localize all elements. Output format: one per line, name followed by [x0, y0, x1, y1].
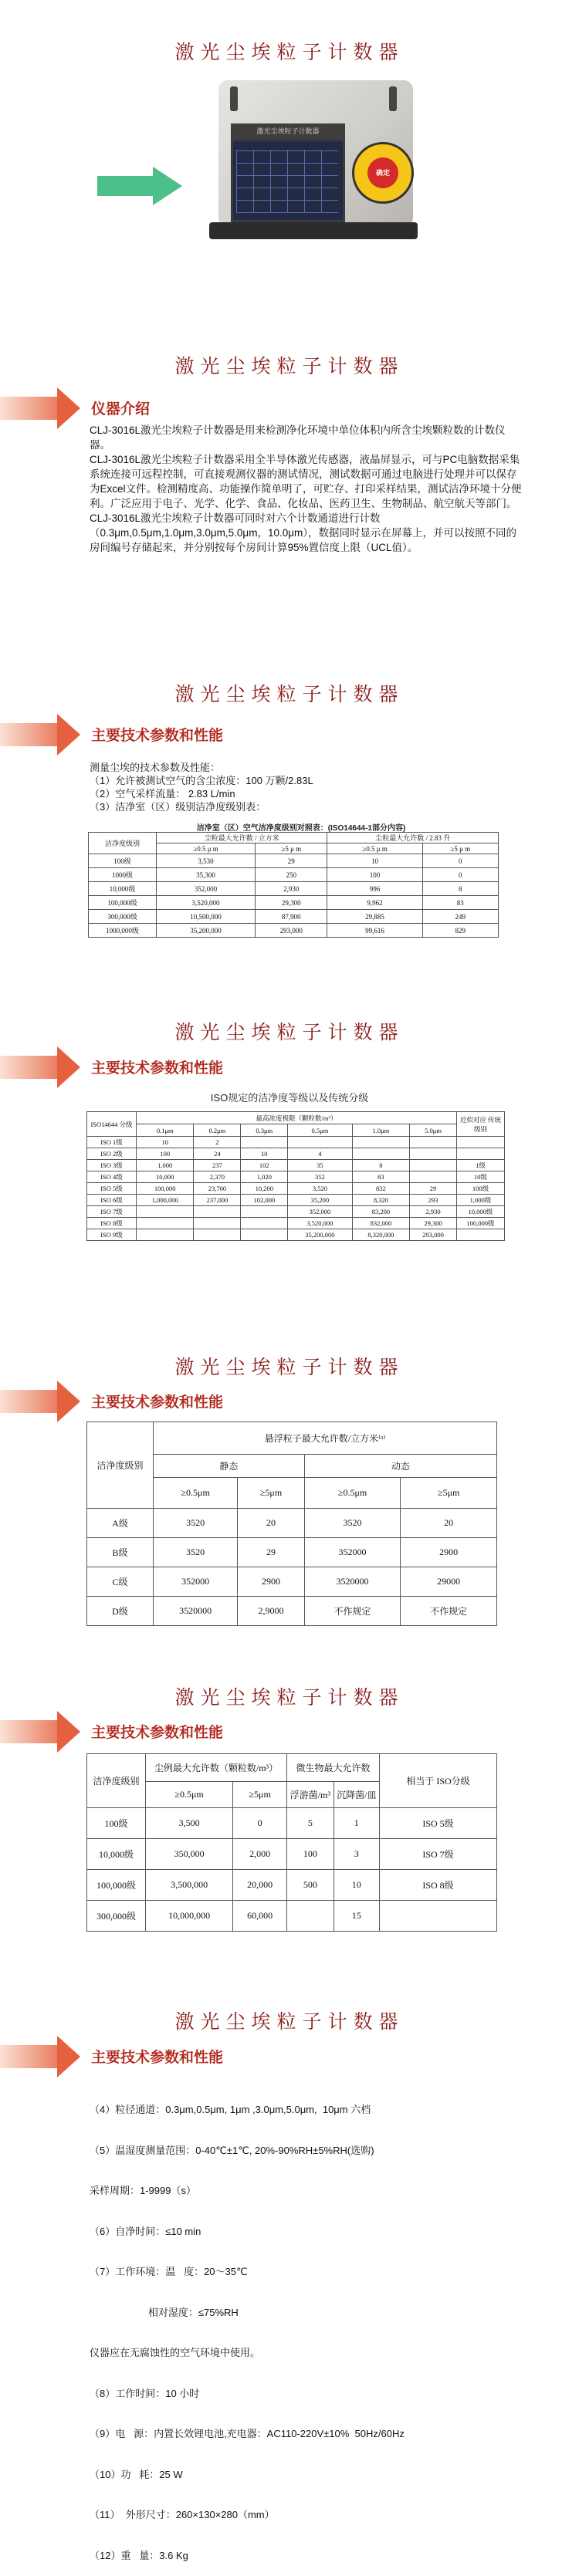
col-header: 动态 [304, 1455, 496, 1478]
table-cell: 100,000 [137, 1183, 194, 1195]
table-cell [194, 1206, 241, 1218]
table-cell: 100,000级 [89, 896, 157, 910]
table-caption: 洁净室（区）空气洁净度级别对照表：(ISO14644-1部分内容) [196, 824, 406, 833]
col-header: 悬浮粒子最大允许数/立方米⁽ᵃ⁾ [154, 1422, 497, 1455]
table-cell [241, 1229, 288, 1241]
table-cell: 829 [422, 924, 498, 938]
table-cell: 237,000 [194, 1195, 241, 1206]
col-header: ISO14644 分级 [87, 1112, 137, 1137]
table-cell: 1,000,000 [137, 1195, 194, 1206]
table-cell: B级 [87, 1538, 154, 1567]
gmp-table [86, 1422, 497, 1626]
banner-arrow-icon [0, 1046, 77, 1088]
banner-arrow-icon [0, 2036, 77, 2077]
iso-table [86, 1111, 505, 1241]
table-cell: 10 [137, 1137, 194, 1148]
table-cell: 2,370 [194, 1171, 241, 1183]
table-cell: 3520 [154, 1538, 238, 1567]
table-row [89, 910, 499, 924]
table-row [87, 1160, 505, 1171]
table-cell: 100,000级 [457, 1218, 505, 1229]
col-header: 微生物最大允许数 [287, 1754, 380, 1782]
table-cell: 3 [334, 1839, 379, 1870]
table-row [87, 1183, 505, 1195]
table-cell: 29,885 [327, 910, 422, 924]
table-cell: 1级 [457, 1160, 505, 1171]
spec-line: （12）重 量：3.6 Kg [90, 2549, 188, 2561]
table-row [87, 1597, 497, 1626]
table-cell: ISO 8级 [87, 1218, 137, 1229]
table-cell: 250 [256, 868, 327, 882]
intro-paragraph: CLJ-3016L激光尘埃粒子计数器是用来检测净化环境中单位体积内所含尘埃颗粒数的计数仪器。 [90, 424, 506, 451]
table-cell: 1000,000级 [89, 924, 157, 938]
table-cell: 29000 [401, 1567, 497, 1597]
table-cell [410, 1148, 457, 1160]
table-cell [194, 1218, 241, 1229]
col-header: 相当于 ISO分级 [380, 1754, 497, 1808]
table-cell: ISO 1级 [87, 1137, 137, 1148]
table-cell: 237 [194, 1160, 241, 1171]
table-row [89, 896, 499, 910]
table-cell: 832 [352, 1183, 409, 1195]
table-cell: 3520 [304, 1509, 401, 1538]
cleanliness-table [88, 832, 499, 938]
table-row [87, 1137, 505, 1148]
table-cell: 10 [334, 1870, 379, 1901]
table-cell: 102 [241, 1160, 288, 1171]
col-header: 沉降菌/皿 [334, 1782, 379, 1808]
table-cell: 100 [327, 868, 422, 882]
table-cell: 不作规定 [401, 1597, 497, 1626]
col-header: ≥5 μ m [256, 843, 327, 854]
table-cell: 10 [327, 854, 422, 868]
table-cell: A级 [87, 1509, 154, 1538]
table-cell: 20 [238, 1509, 304, 1538]
table-cell: 1,000级 [457, 1195, 505, 1206]
table-cell: 8,320 [352, 1195, 409, 1206]
table-row [89, 868, 499, 882]
table-cell: 3,520,000 [288, 1218, 352, 1229]
table-cell: 100,000级 [87, 1870, 146, 1901]
table-cell: 10,000 [137, 1171, 194, 1183]
intro-heading: 仪器介绍 [91, 401, 151, 418]
table-cell: 352000 [304, 1538, 401, 1567]
table-cell: 1 [334, 1808, 379, 1839]
tech1-line: （2）空气采样流量： 2.83 L/min [90, 788, 235, 800]
table-cell [352, 1148, 409, 1160]
table-cell: 293 [410, 1195, 457, 1206]
tech3-heading: 主要技术参数和性能 [91, 1394, 224, 1411]
table-cell: 2,000 [233, 1839, 287, 1870]
col-header: ≥0.5 μ m [327, 843, 422, 854]
table-cell: 29 [238, 1538, 304, 1567]
table-cell: 10,000级 [457, 1206, 505, 1218]
table-cell: 10,000级 [87, 1839, 146, 1870]
table-cell [137, 1206, 194, 1218]
col-header: ≥0.5μm [304, 1478, 401, 1509]
intro-text [90, 423, 522, 555]
table-cell: 3,530 [157, 854, 256, 868]
table-cell: 293,000 [256, 924, 327, 938]
table-row [87, 1567, 497, 1597]
section-title: 激光尘埃粒子计数器 [174, 1686, 405, 1709]
table-cell: 29,300 [410, 1218, 457, 1229]
table-cell: 8,320,000 [352, 1229, 409, 1241]
table-cell: ISO 5级 [380, 1808, 497, 1839]
col-header: 尘粒最大允许数 / 立方米 [157, 833, 327, 843]
page-title: 激光尘埃粒子计数器 [174, 41, 405, 63]
section-title: 激光尘埃粒子计数器 [174, 2010, 405, 2033]
table-cell: 29 [256, 854, 327, 868]
table-cell: ISO 3级 [87, 1160, 137, 1171]
spec-line: （9）电 源：内置长效锂电池,充电器：AC110-220V±10% 50Hz/60Hz [90, 2428, 405, 2439]
tech1-line: 测量尘埃的技术参数及性能： [90, 762, 221, 773]
table-cell [241, 1137, 288, 1148]
banner-arrow-icon [0, 714, 77, 756]
spec-line: （5）温湿度测量范围：0-40℃±1℃, 20%-90%RH±5%RH(选购) [90, 2144, 374, 2156]
spec-line: （4）粒径通道：0.3μm,0.5μm, 1μm ,3.0μm,5.0μm, 10μm 六档 [90, 2104, 371, 2115]
col-header: ≥5μm [401, 1478, 497, 1509]
col-header: 尘粒最大允许数 / 2.83 升 [327, 833, 499, 843]
table-row [87, 1870, 497, 1901]
section-title: 激光尘埃粒子计数器 [174, 355, 405, 377]
tech1-heading: 主要技术参数和性能 [91, 728, 224, 744]
table-cell [288, 1137, 352, 1148]
col-header: ≥0.5 μ m [157, 843, 256, 854]
table-cell [241, 1218, 288, 1229]
tech2-heading: 主要技术参数和性能 [91, 1060, 224, 1077]
table-cell: 60,000 [233, 1901, 287, 1932]
table-cell: 100 [287, 1839, 334, 1870]
table-cell [410, 1171, 457, 1183]
table-cell: 1000级 [89, 868, 157, 882]
table-cell: 3520000 [154, 1597, 238, 1626]
col-header: 近似对应 传统级别 [457, 1112, 505, 1137]
table-cell: 3,500,000 [146, 1870, 233, 1901]
table-row [87, 1171, 505, 1183]
table-cell: 2,930 [256, 882, 327, 896]
tech5-heading: 主要技术参数和性能 [91, 2050, 224, 2066]
col-header: ≥5μm [233, 1782, 287, 1808]
dial-label: 确定 [367, 157, 398, 188]
section-title: 激光尘埃粒子计数器 [174, 683, 405, 705]
table-cell: 29 [410, 1183, 457, 1195]
table-row [89, 854, 499, 868]
tech1-line: （3）洁净室（区）级别洁净度级别表： [90, 801, 266, 813]
col-header: 静态 [154, 1455, 305, 1478]
table-cell: 83 [422, 896, 498, 910]
table-cell: ISO 9级 [87, 1229, 137, 1241]
intro-paragraph: （0.3μm,0.5μm,1.0μm,3.0μm,5.0μm，10.0μm），数据同时显示在屏幕上，并可以按照不同的房间编号存储起来，并分别按每个房间计算95%置信度上限（UCL值）。 [90, 527, 517, 553]
table-cell: 352,000 [157, 882, 256, 896]
col-header: ≥0.5μm [154, 1478, 238, 1509]
table-cell: 1,020 [241, 1171, 288, 1183]
table-cell: 35,300 [157, 868, 256, 882]
table-row [87, 1538, 497, 1567]
table-cell: 3,520 [288, 1183, 352, 1195]
table-cell: 9,962 [327, 896, 422, 910]
table-row [89, 924, 499, 938]
table-cell [380, 1901, 497, 1932]
table-cell: 35,200,000 [288, 1229, 352, 1241]
table-cell: 102,000 [241, 1195, 288, 1206]
spec-line: （8）工作时间：10 小时 [90, 2387, 200, 2399]
table-cell: ISO 4级 [87, 1171, 137, 1183]
table-row [87, 1218, 505, 1229]
table-cell: 350,000 [146, 1839, 233, 1870]
spec-line: （6）自净时间：≤10 min [90, 2225, 201, 2237]
col-header: 0.3μm [241, 1124, 288, 1137]
table-row [87, 1229, 505, 1241]
spec-list [90, 2076, 522, 2576]
table-cell: 10,000,000 [146, 1901, 233, 1932]
table-cell: 35,200 [288, 1195, 352, 1206]
col-header: 0.5μm [288, 1124, 352, 1137]
table-cell: ISO 7级 [380, 1839, 497, 1870]
col-header: 0.2μm [194, 1124, 241, 1137]
table-cell: 15 [334, 1901, 379, 1932]
table-cell: 2,930 [410, 1206, 457, 1218]
table-cell: 2900 [238, 1567, 304, 1597]
intro-paragraph: CLJ-3016L激光尘埃粒子计数器采用全半导体激光传感器，液晶屏显示，可与PC电脑数据采集系统连接可远程控制，可直接观测仪器的测试情况，测试数据可通过电脑进行处理并可以保存为Excel文件。检测精度高、功能操作简单明了，可贮存、打印采样结果，测试洁净环境十分便利。广泛应用于电子、光学、化学、食品、化妆品、医药卫生、生物制品、航空航天等部门。 [90, 454, 522, 509]
table-cell: 0 [422, 868, 498, 882]
table-cell: 83,200 [352, 1206, 409, 1218]
spec-line: 采样周期：1-9999（s） [90, 2185, 196, 2196]
table-cell: D级 [87, 1597, 154, 1626]
table-cell: 35,200,000 [157, 924, 256, 938]
table-row [87, 1808, 497, 1839]
banner-arrow-icon [0, 387, 77, 429]
table-row [89, 882, 499, 896]
table-cell: 300,000级 [89, 910, 157, 924]
table-cell: 2 [194, 1137, 241, 1148]
table-cell: 10,500,000 [157, 910, 256, 924]
col-header: 洁净度级别 [87, 1422, 154, 1509]
section-title: 激光尘埃粒子计数器 [174, 1356, 405, 1378]
table-cell [457, 1137, 505, 1148]
table-cell: ISO 6级 [87, 1195, 137, 1206]
table-cell: 10,200 [241, 1183, 288, 1195]
table-cell: 23,700 [194, 1183, 241, 1195]
table-cell: 20,000 [233, 1870, 287, 1901]
table-cell: 3,500 [146, 1808, 233, 1839]
table-row [87, 1206, 505, 1218]
table-cell: 500 [287, 1870, 334, 1901]
banner-arrow-icon [0, 1381, 77, 1422]
table-cell [410, 1160, 457, 1171]
table-cell [194, 1229, 241, 1241]
spec-line: 相对湿度：≤75%RH [90, 2306, 239, 2318]
intro-paragraph: CLJ-3016L激光尘埃粒子计数器可同时对六个计数通道进行计数 [90, 512, 381, 524]
table-row [87, 1839, 497, 1870]
table-cell [137, 1229, 194, 1241]
table-cell: 996 [327, 882, 422, 896]
table-cell: 29,300 [256, 896, 327, 910]
table-cell: 100级 [89, 854, 157, 868]
table-cell: 832,000 [352, 1218, 409, 1229]
col-header: 1.0μm [352, 1124, 409, 1137]
table-cell [137, 1218, 194, 1229]
section-title: 激光尘埃粒子计数器 [174, 1021, 405, 1043]
table-cell: ISO 7级 [87, 1206, 137, 1218]
table-cell: 100 [137, 1148, 194, 1160]
table-cell [457, 1148, 505, 1160]
tech1-text [90, 761, 522, 813]
col-header: ≥5 μ m [422, 843, 498, 854]
table-row [87, 1901, 497, 1932]
table-cell: 83 [352, 1171, 409, 1183]
table-cell: 不作规定 [304, 1597, 401, 1626]
col-header: ≥0.5μm [146, 1782, 233, 1808]
table-cell: 10,000级 [89, 882, 157, 896]
table-row [87, 1148, 505, 1160]
table-cell: 249 [422, 910, 498, 924]
table-cell: 3,520,000 [157, 896, 256, 910]
table-cell [287, 1901, 334, 1932]
col-header: 洁净度级别 [87, 1754, 146, 1808]
spec-line: （7）工作环境：温 度：20～35℃ [90, 2266, 248, 2277]
tech4-heading: 主要技术参数和性能 [91, 1725, 224, 1741]
spec-line: （10）功 耗：25 W [90, 2468, 183, 2480]
table-cell: 35 [288, 1160, 352, 1171]
col-header: 5.0μm [410, 1124, 457, 1137]
table-cell [457, 1229, 505, 1241]
spec-line: 仪器应在无腐蚀性的空气环境中使用。 [90, 2347, 261, 2358]
table-cell: 8 [352, 1160, 409, 1171]
banner-arrow-icon [0, 1711, 77, 1753]
col-header: 0.1μm [137, 1124, 194, 1137]
table-cell: 24 [194, 1148, 241, 1160]
device-header-label: 激光尘埃粒子计数器 [231, 123, 345, 139]
table-cell: 87,900 [256, 910, 327, 924]
table-cell: 100级 [457, 1183, 505, 1195]
table-row [87, 1509, 497, 1538]
table-cell: 2,9000 [238, 1597, 304, 1626]
table-cell: ISO 2级 [87, 1148, 137, 1160]
tech1-line: （1）允许被测试空气的含尘浓度：100 万颗/2.83L [90, 775, 313, 786]
table-cell [410, 1137, 457, 1148]
col-header: 浮游菌/m³ [287, 1782, 334, 1808]
table-cell: ISO 5级 [87, 1183, 137, 1195]
table-cell: 0 [233, 1808, 287, 1839]
microbe-table [86, 1753, 497, 1932]
table-cell: ISO 8级 [380, 1870, 497, 1901]
table-cell: 0 [422, 854, 498, 868]
col-header: 洁净度级别 [89, 833, 157, 854]
spec-line: （11） 外形尺寸：260×130×280（mm） [90, 2509, 275, 2520]
table-cell: C级 [87, 1567, 154, 1597]
table-cell: 99,616 [327, 924, 422, 938]
table-cell: 352 [288, 1171, 352, 1183]
table-cell: 3520 [154, 1509, 238, 1538]
table-cell: 4 [288, 1148, 352, 1160]
table-cell: 20 [401, 1509, 497, 1538]
table-cell: 5 [287, 1808, 334, 1839]
col-header: 最高浓度极限（颗粒数/m³） [137, 1112, 457, 1124]
table-cell: 10级 [457, 1171, 505, 1183]
table-cell: 1,000 [137, 1160, 194, 1171]
table-cell: 100级 [87, 1808, 146, 1839]
table-cell: 352000 [154, 1567, 238, 1597]
table-cell: 2900 [401, 1538, 497, 1567]
table-cell: 10 [241, 1148, 288, 1160]
table-cell: 352,000 [288, 1206, 352, 1218]
table-cell [352, 1137, 409, 1148]
col-header: ≥5μm [238, 1478, 304, 1509]
table-cell: 8 [422, 882, 498, 896]
table-row [87, 1195, 505, 1206]
table-cell: 300,000级 [87, 1901, 146, 1932]
iso-caption: ISO规定的洁净度等级以及传统分级 [210, 1092, 369, 1104]
table-cell: 293,000 [410, 1229, 457, 1241]
table-cell: 3520000 [304, 1567, 401, 1597]
table-cell [241, 1206, 288, 1218]
col-header: 尘例最大允许数（颗粒数/m³） [146, 1754, 287, 1782]
